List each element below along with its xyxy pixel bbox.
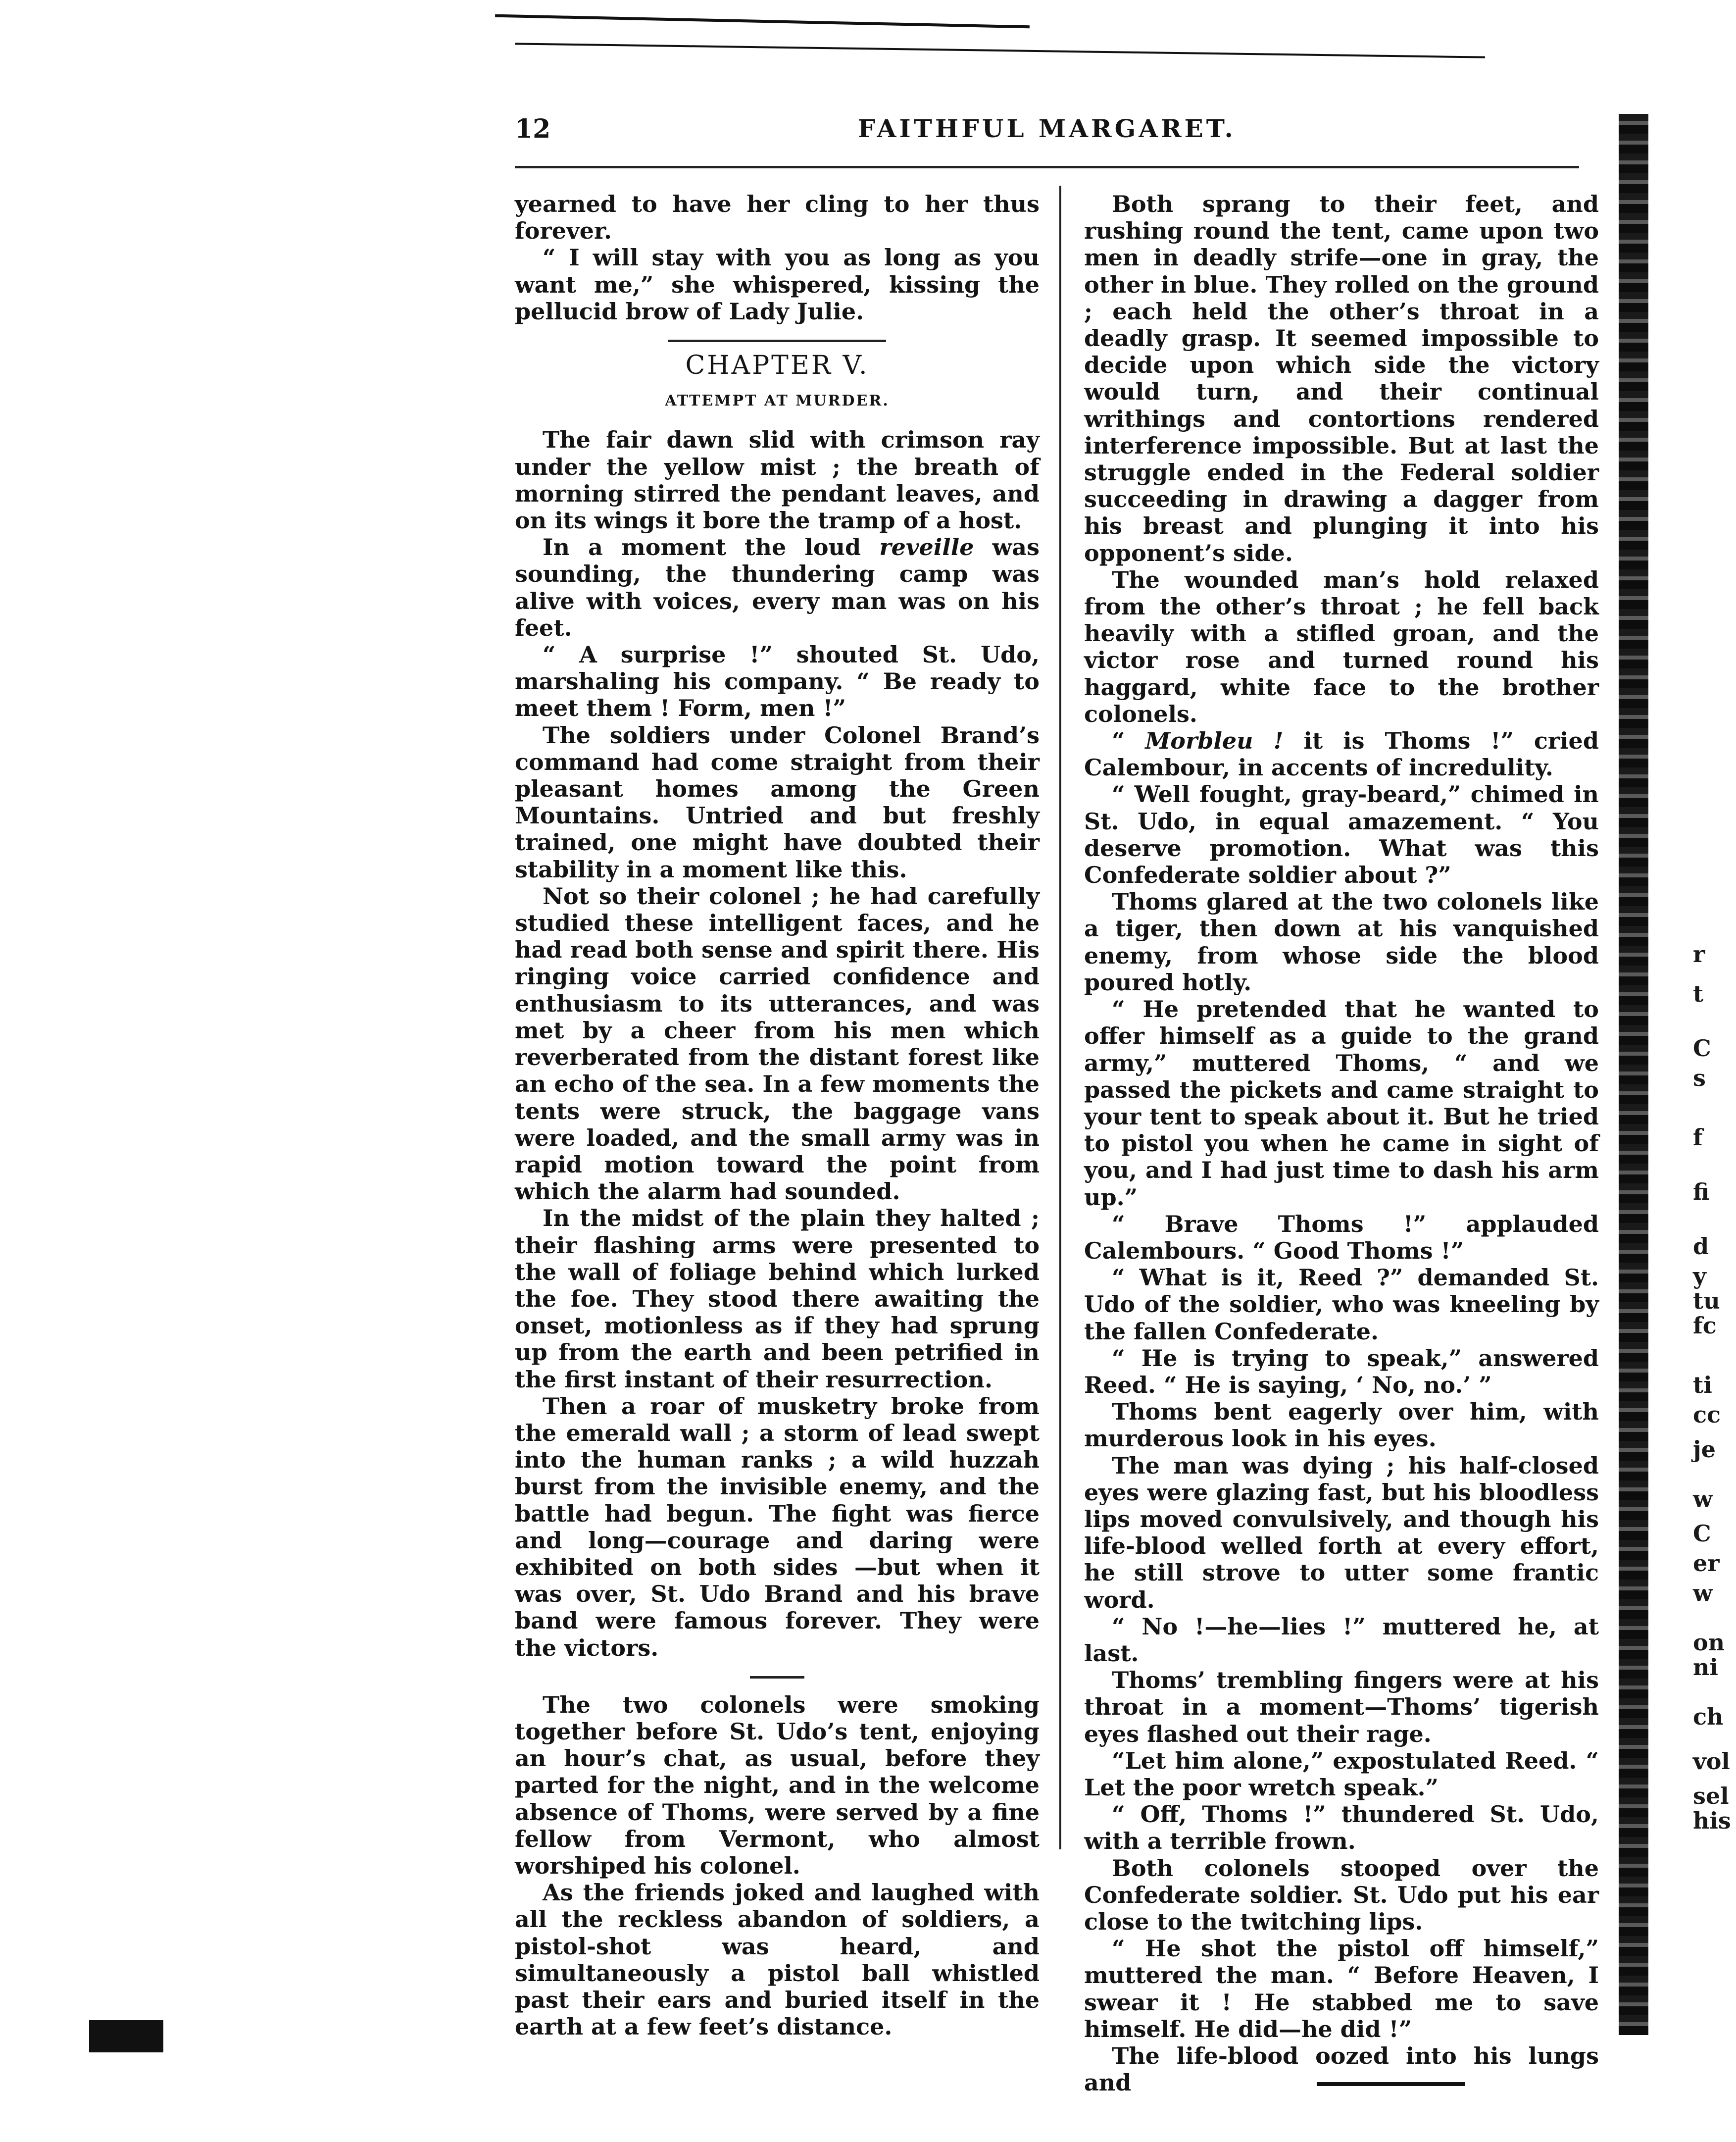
edge-fragment: w	[1693, 1580, 1713, 1606]
paragraph: “ He pretended that he wanted to offer himself as a guide to the grand army,” muttered Thoms, “ and we passed the pickets and came straight to your tent to speak about it. But he tried to pistol you when he came in sight of you, and I had just time to dash his arm up.”	[1084, 996, 1599, 1211]
edge-fragment: C	[1693, 1035, 1711, 1062]
chapter-rule	[668, 340, 886, 342]
edge-fragment: s	[1693, 1065, 1706, 1091]
paragraph: Both colonels stooped over the Confederate soldier. St. Udo put his ear close to the twitching lips.	[1084, 1854, 1599, 1935]
paragraph: “ Morbleu ! it is Thoms !” cried Calembour, in accents of incredulity.	[1084, 727, 1599, 781]
edge-fragment: ti	[1693, 1372, 1712, 1398]
page-number: 12	[515, 114, 551, 144]
paragraph: In a moment the loud reveille was sounding, the thundering camp was alive with voices, every man was on his feet.	[515, 534, 1040, 641]
paragraph: “ Well fought, gray-beard,” chimed in St. Udo, in equal amazement. “ You deserve promotion. What was this Confederate soldier about ?”	[1084, 781, 1599, 889]
edge-fragment: w	[1693, 1485, 1713, 1512]
right-column	[1084, 191, 1599, 2096]
paragraph: The man was dying ; his half-closed eyes were glazing fast, but his bloodless lips moved convulsively, and though his life-blood welled forth at every effort, he still strove to utter some frantic word.	[1084, 1452, 1599, 1613]
edge-fragment: sel	[1693, 1783, 1729, 1809]
running-head	[515, 114, 1579, 158]
paragraph: Thoms glared at the two colonels like a tiger, then down at his vanquished enemy, from whose side the blood poured hotly.	[1084, 888, 1599, 996]
paragraph: Thoms bent eagerly over him, with murderous look in his eyes.	[1084, 1398, 1599, 1452]
paragraph: Both sprang to their feet, and rushing round the tent, came upon two men in deadly strife—one in gray, the other in blue. They rolled on the ground ; each held the other’s throat in a deadly grasp. It seemed impossible to decide upon which side the victory would turn, and their continual writhings and contortions rendered interference impossible. But at last the struggle ended in the Federal soldier succeeding in drawing a dagger from his breast and plunging it into his opponent’s side.	[1084, 191, 1599, 566]
edge-fragment: f	[1693, 1124, 1703, 1151]
paragraph: “ No !—he—lies !” muttered he, at last.	[1084, 1613, 1599, 1667]
paragraph: In the midst of the plain they halted ; their flashing arms were presented to the wall of foliage behind which lurked the foe. They stood there awaiting the onset, motionless as if they had sprung up from the earth and been petrified in the first instant of their resurrection.	[515, 1205, 1040, 1393]
edge-fragment: fi	[1693, 1178, 1710, 1205]
paragraph: The fair dawn slid with crimson ray under the yellow mist ; the breath of morning stirred the pendant leaves, and on its wings it bore the tramp of a host.	[515, 426, 1040, 534]
left-paragraphs-before	[515, 191, 1040, 325]
paragraph: The two colonels were smoking together before St. Udo’s tent, enjoying an hour’s chat, as usual, before they parted for the night, and in the welcome absence of Thoms, were served by a fine fellow from Vermont, who almost worshiped his colonel.	[515, 1691, 1040, 1879]
edge-fragment: d	[1693, 1233, 1709, 1260]
paragraph: The life-blood oozed into his lungs and	[1084, 2042, 1599, 2096]
chapter-subtitle: ATTEMPT AT MURDER.	[665, 392, 890, 410]
left-paragraphs-final	[515, 1691, 1040, 2040]
paragraph: The wounded man’s hold relaxed from the other’s throat ; he fell back heavily with a stifled groan, and the victor rose and turned round his haggard, white face to the brother colonels.	[1084, 566, 1599, 727]
paragraph: Thoms’ trembling fingers were at his throat in a moment—Thoms’ tigerish eyes flashed out their rage.	[1084, 1667, 1599, 1747]
edge-fragment: on	[1693, 1629, 1725, 1656]
edge-fragment: C	[1693, 1520, 1711, 1547]
edge-fragment: y	[1693, 1263, 1706, 1289]
edge-fragment: r	[1693, 941, 1705, 968]
edge-fragment: fc	[1693, 1312, 1717, 1339]
paragraph: “ I will stay with you as long as you want me,” she whispered, kissing the pellucid brow of Lady Julie.	[515, 244, 1040, 325]
scan-smudge-top	[495, 14, 1030, 29]
paragraph: Then a roar of musketry broke from the emerald wall ; a storm of lead swept into the human ranks ; a wild huzzah burst from the invisible enemy, and the battle had begun. The fight was fierce and long—courage and daring were exhibited on both sides —but when it was over, St. Udo Brand and his brave band were famous forever. They were the victors.	[515, 1392, 1040, 1661]
edge-fragment: vol	[1693, 1748, 1730, 1775]
edge-fragment: his	[1693, 1807, 1731, 1834]
paragraph: yearned to have her cling to her thus forever.	[515, 191, 1040, 245]
paragraph: “ He is trying to speak,” answered Reed. “ He is saying, ‘ No, no.’ ”	[1084, 1344, 1599, 1398]
edge-fragment: er	[1693, 1550, 1720, 1577]
header-rule	[515, 166, 1579, 168]
edge-fragment: ch	[1693, 1703, 1724, 1730]
paragraph: “ A surprise !” shouted St. Udo, marshaling his company. “ Be ready to meet them ! Form, men !”	[515, 641, 1040, 722]
scan-smudge-top-2	[515, 43, 1485, 58]
paragraph: “Let him alone,” expostulated Reed. “ Let the poor wretch speak.”	[1084, 1747, 1599, 1801]
paragraph: As the friends joked and laughed with all the reckless abandon of soldiers, a pistol-shot was heard, and simultaneously a pistol ball whistled past their ears and buried itself in the earth at a few feet’s distance.	[515, 1879, 1040, 2040]
chapter-title: CHAPTER V.	[685, 351, 869, 381]
paragraph: “ He shot the pistol off himself,” muttered the man. “ Before Heaven, I swear it ! He stabbed me to save himself. He did—he did !”	[1084, 1935, 1599, 2042]
scan-blot-bottom-left	[89, 2020, 163, 2052]
paragraph: “ Brave Thoms !” applauded Calembours. “ Good Thoms !”	[1084, 1210, 1599, 1264]
paragraph: “ What is it, Reed ?” demanded St. Udo of the soldier, who was kneeling by the fallen Confederate.	[1084, 1264, 1599, 1345]
column-divider	[1059, 186, 1061, 1849]
edge-fragment: t	[1693, 980, 1704, 1007]
edge-fragment: tu	[1693, 1287, 1720, 1314]
running-title: FAITHFUL MARGARET.	[858, 114, 1236, 143]
edge-fragment: cc	[1693, 1401, 1721, 1428]
section-break-rule	[750, 1676, 804, 1679]
left-column	[515, 191, 1040, 2040]
paragraph: “ Off, Thoms !” thundered St. Udo, with a terrible frown.	[1084, 1801, 1599, 1855]
paragraph: The soldiers under Colonel Brand’s command had come straight from their pleasant homes among the Green Mountains. Untried and but freshly trained, one might have doubted their stability in a moment like this.	[515, 721, 1040, 883]
edge-fragment: ni	[1693, 1654, 1718, 1681]
binding-edge-shadow	[1619, 114, 1648, 2035]
left-paragraphs-after	[515, 426, 1040, 1661]
edge-fragment: je	[1693, 1436, 1716, 1463]
paragraph: Not so their colonel ; he had carefully studied these intelligent faces, and he had read both sense and spirit there. His ringing voice carried confidence and enthusiasm to its utterances, and was met by a cheer from his men which reverberated from the distant forest like an echo of the sea. In a few moments the tents were struck, the baggage vans were loaded, and the small army was in rapid motion toward the point from which the alarm had sounded.	[515, 882, 1040, 1205]
right-paragraphs	[1084, 191, 1599, 2096]
